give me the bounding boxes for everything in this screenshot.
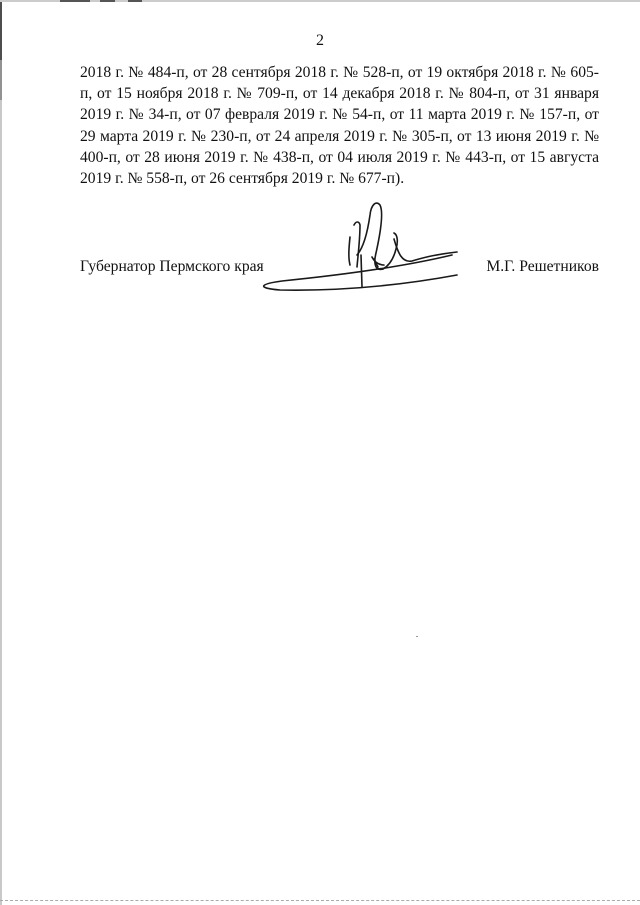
scan-mark <box>60 0 90 2</box>
signer-position: Губернатор Пермского края <box>80 258 264 275</box>
handwritten-signature <box>252 195 472 300</box>
scan-top-edge <box>0 0 640 2</box>
scan-bottom-edge <box>0 899 640 901</box>
scan-mark <box>128 0 142 2</box>
scan-mark <box>100 0 115 2</box>
scan-left-edge <box>0 0 2 905</box>
body-text: 2018 г. № 484-п, от 28 сентября 2018 г. № 528-п, от 19 октября 2018 г. № 605-п, от 15 ноября 2018 г. № 709-п, от 14 декабря 2018 г. № 804-п, от 31 января 2019 г. № 34-п, от 07 февраля 2019 г. № 54-п, от 11 марта 2019 г. № 157-п, от 29 марта 2019 г. № 230-п, от 24 апреля 2019 г. № 305-п, от 13 июня 2019 г. № 400-п, от 28 июня 2019 г. № 438-п, от 04 июля 2019 г. № 443-п, от 15 августа 2019 г. № 558-п, от 26 сентября 2019 г. № 677-п). <box>80 64 599 188</box>
signer-name: М.Г. Решетников <box>486 258 599 275</box>
scan-speck <box>416 636 418 637</box>
page-number: 2 <box>316 32 324 49</box>
